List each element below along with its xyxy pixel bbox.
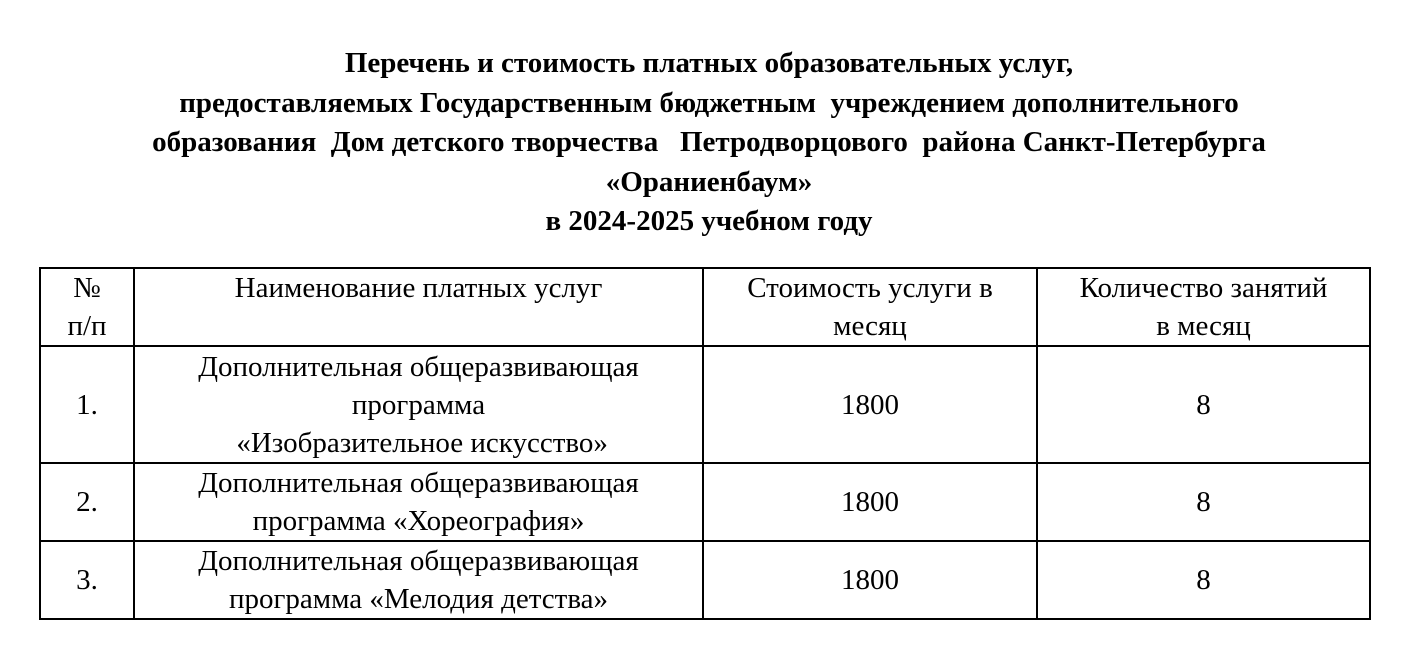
table-row <box>40 346 1370 463</box>
row-price: 1800 <box>703 463 1037 541</box>
row-lessons: 8 <box>1037 346 1370 463</box>
row-number: 2. <box>40 463 134 541</box>
header-lessons: Количество занятий в месяц <box>1037 268 1370 346</box>
row-service-name: Дополнительная общеразвивающая программа «Мелодия детства» <box>134 541 703 619</box>
row-service-name: Дополнительная общеразвивающая программа «Изобразительное искусство» <box>134 346 703 463</box>
row-number: 3. <box>40 541 134 619</box>
header-service-name: Наименование платных услуг <box>134 268 703 346</box>
table-row <box>40 541 1370 619</box>
row-lessons: 8 <box>1037 463 1370 541</box>
title-line: «Ораниенбаум» <box>605 165 813 198</box>
header-price: Стоимость услуги в месяц <box>703 268 1037 346</box>
table-header-row <box>40 268 1370 346</box>
document-title <box>0 44 1418 242</box>
table-row <box>40 463 1370 541</box>
title-line: Перечень и стоимость платных образовательных услуг, <box>344 47 1074 79</box>
title-line: в 2024-2025 учебном году <box>545 205 873 238</box>
header-number: № п/п <box>40 268 134 346</box>
row-lessons: 8 <box>1037 541 1370 619</box>
row-price: 1800 <box>703 541 1037 619</box>
services-table <box>39 267 1371 620</box>
title-line: образования Дом детского творчества Петродворцового района Санкт-Петербурга <box>152 126 1266 159</box>
title-line: предоставляемых Государственным бюджетным учреждением дополнительного <box>179 86 1239 119</box>
row-number: 1. <box>40 346 134 463</box>
row-service-name: Дополнительная общеразвивающая программа «Хореография» <box>134 463 703 541</box>
row-price: 1800 <box>703 346 1037 463</box>
